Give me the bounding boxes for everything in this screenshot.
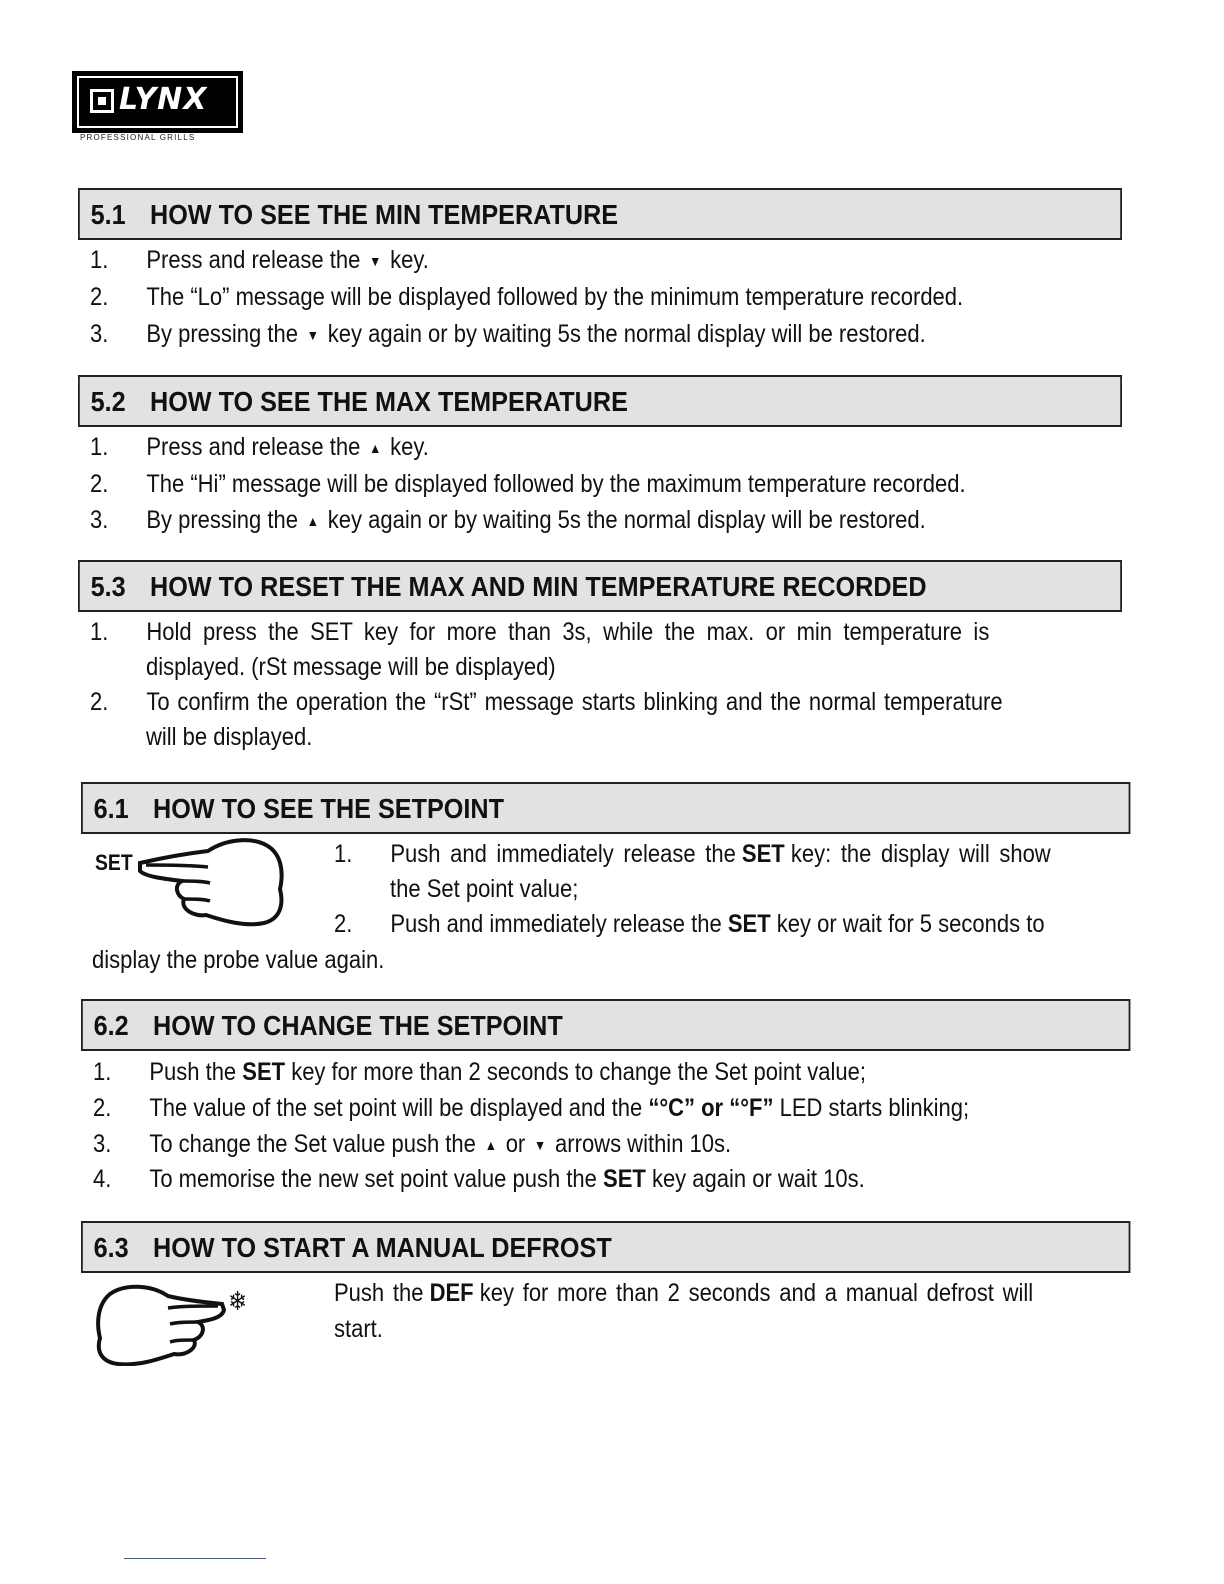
list-item-continuation: displayed. (rSt message will be displayed) — [146, 653, 556, 681]
list-item: 1. Press and release the ▼ key. — [90, 246, 429, 274]
list-item: 2. The “Hi” message will be displayed followed by the maximum temperature recorded. — [90, 470, 966, 498]
footer-rule — [124, 1558, 266, 1559]
list-item: 2. To confirm the operation the “rSt” message starts blinking and the normal temperature — [90, 688, 1003, 716]
up-arrow-icon: ▲ — [369, 440, 382, 457]
section-header-5-1 — [78, 188, 1122, 240]
section-header-5-3 — [78, 560, 1122, 612]
list-item: 3. By pressing the ▼ key again or by waiting 5s the normal display will be restored. — [90, 320, 926, 348]
list-item-continuation: display the probe value again. — [92, 946, 385, 974]
list-item: 3. By pressing the ▲ key again or by waiting 5s the normal display will be restored. — [90, 506, 926, 534]
list-item: 2. The value of the set point will be displayed and the “°C” or “°F” LED starts blinking; — [93, 1094, 970, 1122]
list-item-continuation: the Set point value; — [390, 875, 579, 903]
paragraph-line: start. — [334, 1315, 383, 1343]
down-arrow-icon: ▼ — [534, 1137, 547, 1154]
list-item: 2. Push and immediately release the SET key or wait for 5 seconds to — [334, 910, 1045, 938]
up-arrow-icon: ▲ — [484, 1137, 497, 1154]
section-number: 5.1 — [90, 199, 126, 230]
section-header-6-2 — [81, 999, 1130, 1051]
down-arrow-icon: ▼ — [306, 327, 319, 344]
section-number: 6.2 — [93, 1010, 129, 1041]
section-title: HOW TO RESET THE MAX AND MIN TEMPERATURE RECORDED — [150, 571, 927, 602]
list-item: 2. The “Lo” message will be displayed followed by the minimum temperature recorded. — [90, 283, 964, 311]
section-number: 5.3 — [90, 571, 126, 602]
list-item: 1. Press and release the ▲ key. — [90, 433, 429, 461]
set-key-label: SET — [95, 850, 133, 875]
up-arrow-icon: ▲ — [306, 513, 319, 530]
list-item: 3. To change the Set value push the ▲ or ▼ arrows within 10s. — [93, 1130, 732, 1158]
hand-pressing-set-icon — [136, 835, 288, 927]
snowflake-icon: ❄ — [228, 1286, 248, 1316]
list-item: 1. Push the SET key for more than 2 seconds to change the Set point value; — [93, 1058, 866, 1086]
section-title: HOW TO SEE THE MAX TEMPERATURE — [150, 386, 628, 417]
logo-frame — [77, 76, 238, 128]
list-item: 4. To memorise the new set point value push the SET key again or wait 10s. — [93, 1165, 865, 1193]
section-header-5-2 — [78, 375, 1122, 427]
section-title: HOW TO START A MANUAL DEFROST — [153, 1232, 612, 1263]
paragraph-line: Push the DEF key for more than 2 seconds and a manual defrost will — [334, 1279, 1034, 1307]
section-title: HOW TO SEE THE SETPOINT — [153, 793, 504, 824]
logo-mark-icon — [90, 89, 114, 113]
list-item: 1. Hold press the SET key for more than 3s, while the max. or min temperature is — [90, 618, 990, 646]
section-number: 6.1 — [93, 793, 129, 824]
lynx-logo — [72, 71, 243, 133]
list-item-continuation: will be displayed. — [146, 723, 313, 751]
section-header-6-3 — [81, 1221, 1130, 1273]
logo-text: LYNX — [119, 82, 208, 117]
section-header-6-1 — [81, 782, 1130, 834]
section-number: 6.3 — [93, 1232, 129, 1263]
section-title: HOW TO CHANGE THE SETPOINT — [153, 1010, 563, 1041]
list-item: 1. Push and immediately release the SET key: the display will show — [334, 840, 1051, 868]
down-arrow-icon: ▼ — [369, 253, 382, 270]
section-title: HOW TO SEE THE MIN TEMPERATURE — [150, 199, 619, 230]
logo-tagline: PROFESSIONAL GRILLS — [80, 133, 196, 142]
hand-pressing-def-icon — [94, 1282, 229, 1366]
section-number: 5.2 — [90, 386, 126, 417]
